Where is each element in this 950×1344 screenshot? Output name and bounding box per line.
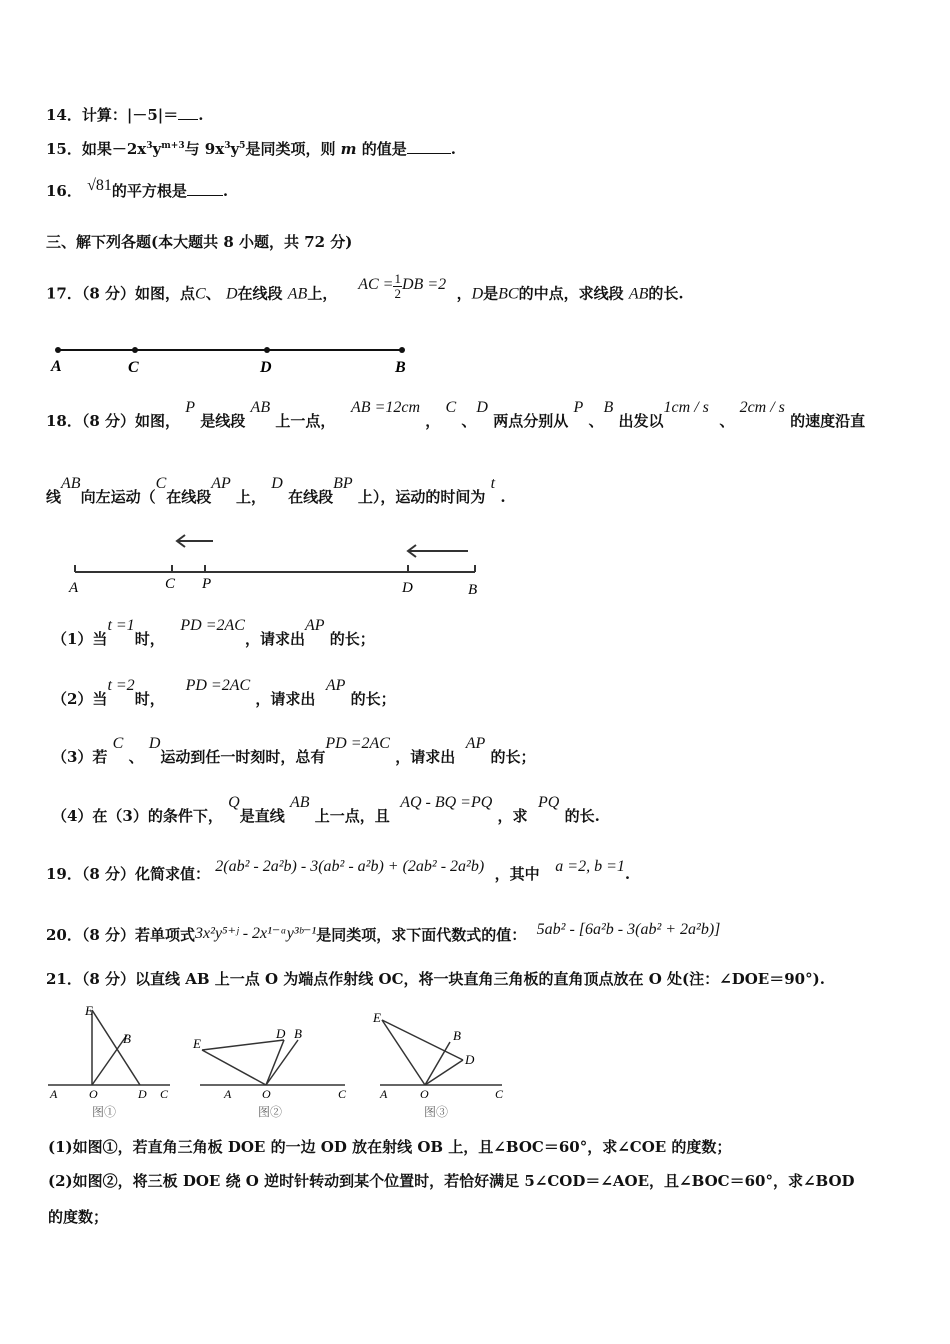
angle-figures-21 <box>40 1000 520 1122</box>
question-15: 15．如果$-2x^3y^{m+3}$与 $9x^3y^5$是同类项，则 m 的值是 . <box>46 140 457 158</box>
svg-text:D: D <box>465 1052 475 1067</box>
svg-text:E: E <box>193 1036 201 1051</box>
svg-text:C: C <box>160 1087 169 1101</box>
svg-text:B: B <box>294 1026 302 1041</box>
point-a <box>55 347 61 353</box>
svg-text:O: O <box>262 1087 271 1101</box>
question-19: 19．（8 分）化简求值： 2(ab² - 2a²b) - 3(ab² - a²b) + (2ab² - 2a²b) ，其中 a =2, b =1. <box>46 858 631 883</box>
svg-text:图③: 图③ <box>424 1105 449 1119</box>
motion-figure-18 <box>60 528 490 600</box>
svg-text:A: A <box>50 1087 58 1101</box>
label-b: B <box>395 359 406 376</box>
question-14: 14．计算：|－5|＝ . <box>46 106 204 124</box>
question-17: 17．（8 分）如图，点C、 D在线段 AB上， AC = $\frac{1}{2}$ DB =2 ，D是BC的中点，求线段 AB的长. <box>46 271 684 303</box>
figure-3 <box>372 1010 504 1119</box>
question-18-part-2: （2）当t =2时， PD =2AC ，请求出 AP 的长； <box>52 677 396 708</box>
svg-text:A: A <box>380 1087 388 1101</box>
label-a: A <box>51 358 62 375</box>
label-a: A <box>69 580 79 596</box>
svg-text:O: O <box>89 1087 98 1101</box>
label-d: D <box>260 359 272 376</box>
question-21-part-2: (2)如图②，将三板 DOE 绕 O 逆时针转动到某个位置时，若恰好满足 5∠COD＝∠AOE，且∠BOC＝60°，求∠BOD <box>48 1172 855 1190</box>
question-20: 20．（8 分）若单项式3x²y⁵⁺ʲ - 2x¹⁻ᵃy³ᵇ⁻¹是同类项，求下面代数式的值： 5ab² - [6a²b - 3(ab² + 2a²b)] <box>46 921 721 944</box>
label-d: D <box>402 580 413 596</box>
answer-blank <box>407 139 451 154</box>
label-p: P <box>202 576 212 592</box>
answer-blank <box>178 105 198 120</box>
figure-2 <box>192 1026 347 1119</box>
answer-blank <box>187 181 223 196</box>
point-d <box>264 347 270 353</box>
question-18: 18．（8 分）如图， P 是线段 AB 上一点， AB =12cm ， C 、D 两点分别从 P 、B 出发以1cm / s 、 2cm / s 的速度沿直 <box>46 399 866 430</box>
question-18-part-4: （4）在（3）的条件下， Q是直线 AB 上一点，且 AQ - BQ =PQ ，求 PQ 的长. <box>52 794 600 825</box>
label-b: B <box>468 582 478 598</box>
question-21: 21．（8 分）以直线 AB 上一点 O 为端点作射线 OC，将一块直角三角板的直角顶点放在 O 处(注：∠DOE＝90°). <box>46 970 825 988</box>
svg-text:C: C <box>495 1087 504 1101</box>
svg-text:E: E <box>373 1010 381 1025</box>
fraction: $\frac{1}{2}$ <box>394 271 401 301</box>
svg-text:C: C <box>338 1087 347 1101</box>
question-18-part-3: （3）若 C 、 D运动到任一时刻时，总有PD =2AC ，请求出 AP 的长； <box>52 735 536 766</box>
svg-text:D: D <box>138 1087 147 1101</box>
svg-text:B: B <box>453 1028 461 1043</box>
label-c: C <box>165 576 176 592</box>
svg-text:E: E <box>85 1003 93 1018</box>
point-b <box>399 347 405 353</box>
section-heading: 三、解下列各题(本大题共 8 小题，共 72 分) <box>46 233 353 251</box>
segment-figure-17 <box>40 338 420 378</box>
svg-text:A: A <box>224 1087 232 1101</box>
question-18-continued: 线AB向左运动（C在线段AP 上， D 在线段BP 上），运动的时间为 t . <box>46 475 506 506</box>
label-c: C <box>128 359 139 376</box>
question-16: 16． √81的平方根是 . <box>46 177 229 200</box>
question-21-part-2-continued: 的度数； <box>48 1208 109 1226</box>
svg-text:图②: 图② <box>258 1105 283 1119</box>
svg-text:D: D <box>276 1026 286 1041</box>
point-c <box>132 347 138 353</box>
figure-1 <box>48 1003 170 1119</box>
question-18-part-1: （1）当t =1时， PD =2AC，请求出AP 的长； <box>52 617 375 648</box>
svg-text:O: O <box>420 1087 429 1101</box>
svg-text:图①: 图① <box>92 1105 117 1119</box>
svg-text:B: B <box>123 1031 131 1046</box>
question-21-part-1: (1)如图①，若直角三角板 DOE 的一边 OD 放在射线 OB 上，且∠BOC＝60°，求∠COE 的度数； <box>48 1138 732 1156</box>
